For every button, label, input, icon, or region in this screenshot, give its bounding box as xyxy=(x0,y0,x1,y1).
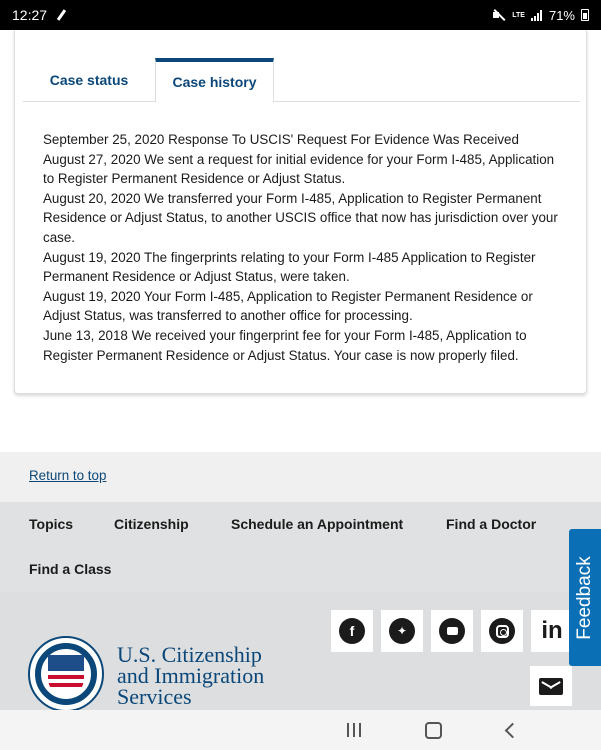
history-entry: August 27, 2020 We sent a request for initial evidence for your Form I-485, Application to Register Permanent Residence or Adjust Status. xyxy=(43,151,555,187)
facebook-icon[interactable]: f xyxy=(331,610,373,652)
footer-nav-citizenship[interactable]: Citizenship xyxy=(114,516,189,532)
return-to-top-band xyxy=(0,452,601,502)
footer-bottom xyxy=(0,592,601,710)
feedback-button[interactable]: Feedback xyxy=(569,529,601,666)
system-nav-bar xyxy=(0,710,601,750)
twitter-icon[interactable]: ✦ xyxy=(381,610,423,652)
battery-icon xyxy=(581,9,589,21)
back-icon[interactable] xyxy=(504,720,520,740)
history-entry: August 20, 2020 We transferred your Form I-485, Application to Register Permanent Residence or Adjust Status, to another USCIS office that now has jurisdiction over your case. xyxy=(43,190,558,245)
lte-label: LTE xyxy=(512,11,525,19)
footer-nav xyxy=(0,502,601,592)
case-card xyxy=(14,30,587,394)
mute-icon xyxy=(492,9,506,21)
tab-case-status[interactable]: Case status xyxy=(49,72,129,88)
instagram-icon[interactable] xyxy=(481,610,523,652)
status-time: 12:27 xyxy=(12,7,48,23)
email-icon[interactable] xyxy=(530,666,572,706)
footer-nav-topics[interactable]: Topics xyxy=(29,516,74,532)
history-entry: June 13, 2018 We received your fingerprint fee for your Form I-485, Application to Register Permanent Residence or Adjust Status. Your case is now properly filed. xyxy=(43,327,527,363)
pen-icon xyxy=(55,9,69,21)
linkedin-icon[interactable]: in xyxy=(531,610,573,652)
uscis-logo-text[interactable]: U.S. Citizenship and Immigration Services xyxy=(117,642,265,709)
history-entry: September 25, 2020 Response To USCIS' Request For Evidence Was Received xyxy=(43,132,519,147)
tab-case-history[interactable]: Case history xyxy=(155,58,274,103)
case-history-list xyxy=(43,130,563,365)
home-icon[interactable] xyxy=(424,720,442,740)
history-entry: August 19, 2020 The fingerprints relating to your Form I-485 Application to Register Permanent Residence or Adjust Status, were taken. xyxy=(43,249,536,285)
dhs-seal-logo xyxy=(28,636,104,712)
footer-nav-schedule-appointment[interactable]: Schedule an Appointment xyxy=(231,516,404,532)
battery-percent: 71% xyxy=(548,7,575,23)
case-tabs xyxy=(23,58,580,102)
recent-apps-icon[interactable] xyxy=(345,720,363,740)
footer-nav-find-doctor[interactable]: Find a Doctor xyxy=(446,516,537,532)
status-bar xyxy=(0,0,601,30)
youtube-icon[interactable] xyxy=(431,610,473,652)
history-entry: August 19, 2020 Your Form I-485, Application to Register Permanent Residence or Adjust Status, was transferred to another office for processing. xyxy=(43,288,533,324)
footer-nav-find-class[interactable]: Find a Class xyxy=(29,561,112,577)
return-to-top-link[interactable]: Return to top xyxy=(29,468,107,483)
signal-icon xyxy=(531,10,543,21)
